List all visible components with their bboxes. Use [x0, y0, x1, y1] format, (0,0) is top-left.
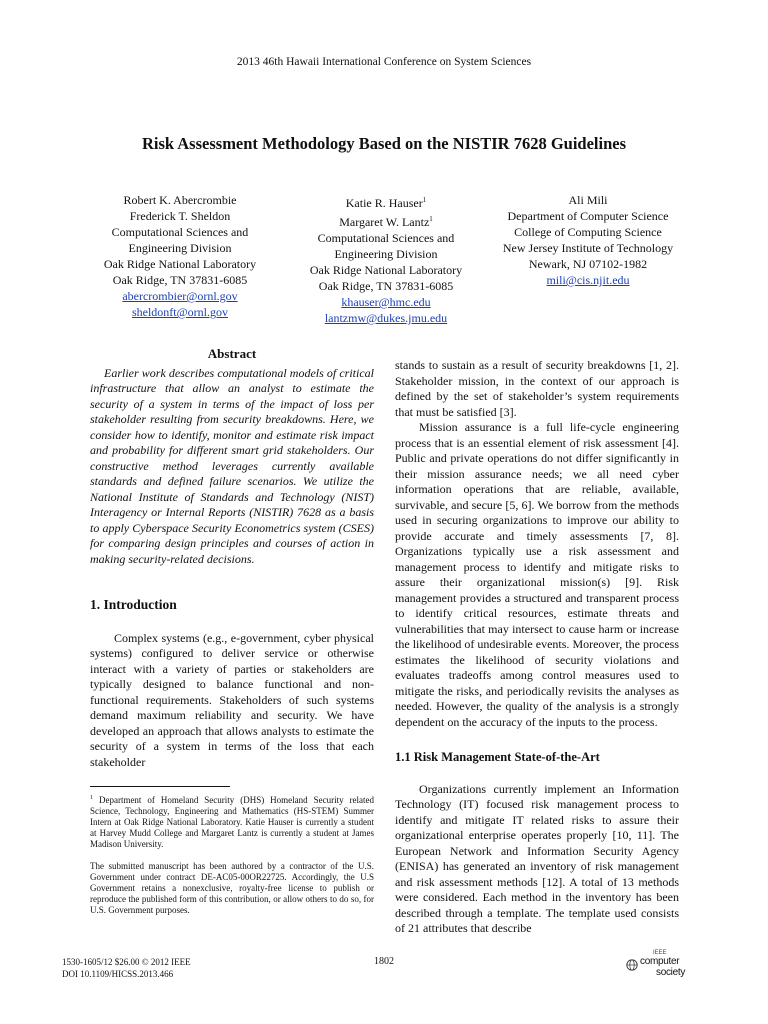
- abstract-heading: Abstract: [207, 346, 257, 361]
- conference-header: 2013 46th Hawaii International Conference on System Sciences: [236, 56, 532, 68]
- body-paragraph: Complex systems (e.g., e-government, cyber physical systems) configured to deliver service or otherwise interact with a variety of parties or stakeholders are typically designed to balance functional and non-functional requirements. Stakeholders of such systems demand maximum reliability and security. We have developed an approach that allows analysts to estimate the security of a system in terms of the loss that each stakeholder: [90, 630, 374, 769]
- author-line: Computational Sciences and: [317, 231, 455, 245]
- subsection-heading: 1.1 Risk Management State-of-the-Art: [395, 750, 600, 764]
- right-column: [395, 358, 679, 937]
- left-column: [90, 346, 374, 916]
- footnote: The submitted manuscript has been authored by a contractor of the U.S. Government under contract DE-AC05-00OR22725. Accordingly, the U.S Government retains a nonexclusive, royalty-free license to publish or reproduce the published form of this contribution, or allow others to do so, for U.S. Government purposes.: [90, 861, 374, 915]
- author-line: Robert K. Abercrombie: [123, 193, 237, 207]
- footnote: $^1$ Department of Homeland Security (DHS) Homeland Security related Science, Technology, Engineering and Mathematics (HS-STEM) Summer Intern at Oak Ridge National Laboratory. Katie Hauser is currently a student at Harvey Mudd College and Margaret Lantz is currently a student at James Madison University.: [90, 795, 374, 849]
- footnote-marker: 1: [422, 196, 427, 204]
- footnote-divider: [90, 786, 230, 787]
- body-paragraph: Organizations currently implement an Information Technology (IT) focused risk management process to identify and mitigate IT related risks to assure their organizational enterprise operates properly [10, 11]. The European Network and Information Security Agency (ENISA) has generated an inventory of risk management and risk assessment methods [12]. A total of 13 methods were considered. Each method in the inventory has been described through a template. The template used consists of 21 attributes that describe: [395, 781, 679, 935]
- author-name: Katie R. Hauser$^1$: [345, 196, 427, 210]
- author-line: Newark, NJ 07102-1982: [528, 257, 648, 271]
- logo-word-society: society: [656, 967, 686, 978]
- author-name: Margaret W. Lantz$^1$: [339, 215, 433, 229]
- footnote-marker: 1: [429, 215, 433, 223]
- author-email-link[interactable]: lantzmw@dukes.jmu.edu: [324, 311, 448, 325]
- author-line: Department of Computer Science: [507, 209, 669, 223]
- author-line: Oak Ridge, TN 37831-6085: [112, 273, 248, 287]
- logo-word-computer: computer: [640, 956, 680, 967]
- author-email-link[interactable]: mili@cis.njit.edu: [546, 273, 630, 287]
- author-line: New Jersey Institute of Technology: [502, 241, 674, 255]
- author-block-2: [296, 192, 476, 326]
- author-line: College of Computing Science: [514, 225, 662, 239]
- author-line: Oak Ridge, TN 37831-6085: [318, 279, 454, 293]
- paper-title: Risk Assessment Methodology Based on the NISTIR 7628 Guidelines: [141, 134, 627, 153]
- author-email-link[interactable]: sheldonft@ornl.gov: [131, 305, 229, 319]
- section-heading-introduction: 1. Introduction: [90, 597, 177, 612]
- author-block-3: [488, 192, 688, 288]
- author-line: Engineering Division: [128, 241, 232, 255]
- author-line: Oak Ridge National Laboratory: [309, 263, 463, 277]
- page-number: 1802: [374, 956, 394, 967]
- author-line: Frederick T. Sheldon: [129, 209, 231, 223]
- author-line: Ali Mili: [568, 193, 608, 207]
- abstract-text: Earlier work describes computational models of critical infrastructure that allow an analyst to estimate the security of a system in terms of the impact of loss per stakeholder resulting from security breakdowns. Here, we consider how to identify, monitor and estimate risk impact and probability for different smart grid stakeholders. Our constructive method leverages currently available standards and defined failure scenarios. We utilize the National Institute of Standards and Technology (NIST) Interagency or Internal Reports (NISTIR) 7628 as a basis to apply Cyberspace Security Econometrics system (CSES) for comparing design principles and courses of action in making security-related decisions.: [90, 365, 374, 566]
- author-line: Computational Sciences and: [111, 225, 249, 239]
- author-block-1: [90, 192, 270, 320]
- footnote-marker: 1: [90, 795, 93, 801]
- author-line: Oak Ridge National Laboratory: [103, 257, 257, 271]
- author-line: Engineering Division: [334, 247, 438, 261]
- body-paragraph: stands to sustain as a result of security breakdowns [1, 2]. Stakeholder mission, in the context of our approach is defined by the set of stakeholder’s system requirements that must be satisfied [3].: [395, 358, 679, 419]
- body-paragraph: Mission assurance is a full life-cycle engineering process that is an essential element of risk assessment [4]. Public and private operations do not differ significantly in their mission assurance needs; we all need cyber information operations that are reliable, available, survivable, and secure [5, 6]. We borrow from the methods used in securing organizations to improve our ability to provide accurate and timely assessments [7, 8]. Organizations typically use a risk assessment and management process to identify and mitigate risks to assure their organizational mission(s) [9]. Risk management provides a structured and transparent process to identify critical resources, estimate threats and vulnerabilities that may intersect to cause harm or increase the likelihood of undesirable events. Moreover, the process estimates the likelihood of security violations and evaluates tradeoffs among control measures used to mitigate the risks, and periodically revisits the analyses as needed. However, the quality of the analysis is a strongly dependent on the accuracy of the inputs to the process.: [395, 420, 679, 729]
- logo-ieee-text: IEEE: [653, 950, 667, 956]
- footer-issn: 1530-1605/12 $26.00 © 2012 IEEE: [62, 957, 191, 967]
- globe-icon: [626, 959, 638, 971]
- ieee-computer-society-logo: [626, 950, 696, 980]
- author-email-link[interactable]: abercrombier@ornl.gov: [122, 289, 238, 303]
- footer-doi: DOI 10.1109/HICSS.2013.466: [62, 969, 174, 979]
- author-email-link[interactable]: khauser@hmc.edu: [341, 295, 431, 309]
